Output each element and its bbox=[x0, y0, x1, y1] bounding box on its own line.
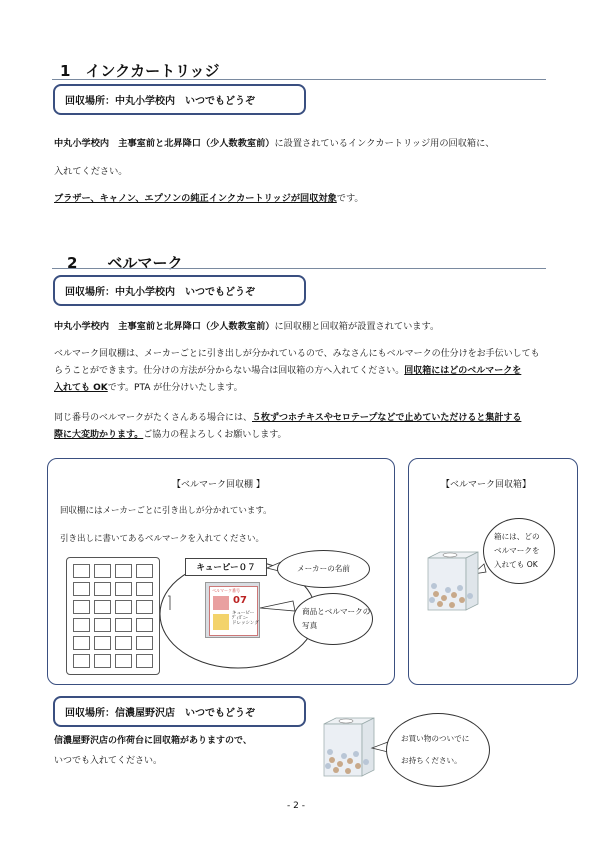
box-panel-bubble bbox=[483, 518, 555, 584]
cabinet-drawer bbox=[73, 618, 90, 632]
photo-brand-line-3: ドレッシング bbox=[232, 621, 259, 626]
box-bubble-line-3: 入れても OK bbox=[494, 560, 538, 569]
cabinet-drawer bbox=[73, 636, 90, 650]
section-1-rule bbox=[52, 79, 546, 80]
section-1-location: 回収場所：中丸小学校内 いつでもどうぞ bbox=[65, 96, 255, 107]
section-2-title: 2 ベルマーク bbox=[67, 254, 183, 272]
product-package-image bbox=[213, 614, 229, 630]
store-bubble-line-2: お持ちください。 bbox=[401, 756, 462, 765]
section-1-line-3-rest: です。 bbox=[336, 193, 364, 204]
section-2-location-box bbox=[53, 275, 306, 306]
section-1-line-1 bbox=[54, 137, 494, 151]
section-3-location: 回収場所：信濃屋野沢店 いつでもどうぞ bbox=[65, 708, 255, 719]
shelf-panel-line-2: 引き出しに書いてあるベルマークを入れてください。 bbox=[60, 534, 265, 544]
photo-brand-line-1: キューピー bbox=[232, 611, 255, 616]
section-2-p2-l3-a: 入れても OK bbox=[54, 383, 108, 393]
photo-bubble bbox=[293, 593, 373, 645]
product-photo bbox=[205, 582, 260, 638]
shelf-panel-line-1: 回収棚にはメーカーごとに引き出しが分かれています。 bbox=[60, 506, 272, 516]
section-2-p3-l2-a: 際に大変助かります。 bbox=[54, 430, 144, 440]
cabinet-drawer bbox=[115, 654, 132, 668]
cabinet-drawer bbox=[94, 582, 111, 596]
section-1-line-3 bbox=[54, 192, 364, 206]
section-1-line-1-bold: 中丸小学校内 主事室前と北昇降口（少人数教室前） bbox=[54, 138, 275, 149]
shelf-cabinet-illustration bbox=[66, 557, 160, 675]
section-2-p2-line-2 bbox=[54, 364, 521, 378]
cabinet-drawer bbox=[94, 564, 111, 578]
box-panel-title: 【ベルマーク回収箱】 bbox=[441, 480, 532, 490]
section-1-title: 1 インクカートリッジ bbox=[60, 62, 220, 80]
section-2-p3-l1-b: ５枚ずつホチキスやセロテープなどで止めていただけると集計する bbox=[252, 413, 522, 423]
cabinet-drawer bbox=[115, 600, 132, 614]
section-2-p3-l1-a: 同じ番号のベルマークがたくさんある場合には、 bbox=[54, 413, 253, 423]
bellmark-label-image bbox=[209, 586, 258, 636]
cabinet-drawer bbox=[136, 582, 153, 596]
section-2-p3-l2-b: ご協力の程よろしくお願いします。 bbox=[143, 430, 287, 440]
cabinet-drawer bbox=[136, 654, 153, 668]
cabinet-drawer bbox=[136, 618, 153, 632]
cabinet-drawer bbox=[94, 654, 111, 668]
cabinet-drawer bbox=[115, 618, 132, 632]
cabinet-drawer bbox=[115, 582, 132, 596]
photo-brand-line-2: ﾃﾞｨｽﾞﾆｰ bbox=[232, 616, 248, 621]
cabinet-drawer bbox=[94, 600, 111, 614]
cabinet-drawer bbox=[94, 636, 111, 650]
section-3-line-1: 信濃屋野沢店の作荷台に回収箱がありますので、 bbox=[54, 736, 252, 746]
section-1-line-2: 入れてください。 bbox=[54, 166, 128, 177]
section-2-p2-line-1: ベルマーク回収棚は、メーカーごとに引き出しが分かれているので、みなさんにもベルマークの仕分けをお手伝いしても bbox=[54, 349, 540, 359]
box-bubble-line-1: 箱には、どの bbox=[494, 532, 540, 541]
cabinet-drawer bbox=[115, 564, 132, 578]
store-bubble bbox=[386, 713, 490, 787]
section-2-p3-line-1 bbox=[54, 411, 521, 425]
section-3-location-box bbox=[53, 696, 306, 727]
section-2-location: 回収場所：中丸小学校内 いつでもどうぞ bbox=[65, 287, 255, 298]
cabinet-drawer bbox=[94, 618, 111, 632]
section-2-p2-l3-b: です。PTA が仕分けいたします。 bbox=[107, 383, 243, 393]
section-2-paragraph-1 bbox=[54, 320, 439, 334]
section-2-p2-line-3 bbox=[54, 381, 243, 395]
page-number: - 2 - bbox=[287, 801, 305, 811]
photo-bubble-line-2: 写真 bbox=[302, 621, 318, 630]
drawer-label-box: キューピー０７ bbox=[185, 558, 267, 576]
cabinet-drawer bbox=[73, 654, 90, 668]
cabinet-drawer bbox=[73, 582, 90, 596]
cabinet-drawer bbox=[136, 600, 153, 614]
cabinet-drawer bbox=[115, 636, 132, 650]
maker-name-text: メーカーの名前 bbox=[296, 564, 350, 573]
photo-number: 07 bbox=[233, 595, 247, 606]
section-2-p1-bold: 中丸小学校内 主事室前と北昇降口（少人数教室前） bbox=[54, 321, 275, 332]
section-2-p1-rest: に回収棚と回収箱が設置されています。 bbox=[274, 321, 440, 332]
bellmark-bell-image bbox=[213, 596, 229, 610]
section-1-location-box bbox=[53, 84, 306, 115]
collection-box-illustration bbox=[422, 550, 484, 614]
box-bubble-line-2: ベルマークを bbox=[494, 546, 540, 555]
section-2-rule bbox=[52, 268, 546, 269]
section-1-target-text: ブラザー、キャノン、エプソンの純正インクカートリッジが回収対象 bbox=[54, 193, 337, 204]
photo-caption: ベルマーク番号 bbox=[212, 588, 240, 593]
cabinet-drawer bbox=[136, 636, 153, 650]
shelf-panel-title: 【ベルマーク回収棚 】 bbox=[172, 480, 265, 490]
section-2-p2-l2-b: 回収箱にはどのベルマークを bbox=[404, 366, 522, 376]
photo-bubble-line-1: 商品とベルマークの bbox=[302, 607, 371, 616]
section-2-p3-line-2 bbox=[54, 428, 287, 442]
maker-name-bubble bbox=[277, 550, 370, 588]
section-3-line-2: いつでも入れてください。 bbox=[54, 756, 163, 766]
cabinet-drawer bbox=[136, 564, 153, 578]
cabinet-drawer bbox=[73, 600, 90, 614]
section-1-line-1-rest: に設置されているインクカートリッジ用の回収箱に、 bbox=[274, 138, 495, 149]
store-bubble-line-1: お買い物のついでに bbox=[401, 734, 470, 743]
cabinet-drawer bbox=[73, 564, 90, 578]
section-2-p2-l2-a: らうことができます。仕分けの方法が分からない場合は回収箱の方へ入れてください。 bbox=[54, 366, 405, 376]
